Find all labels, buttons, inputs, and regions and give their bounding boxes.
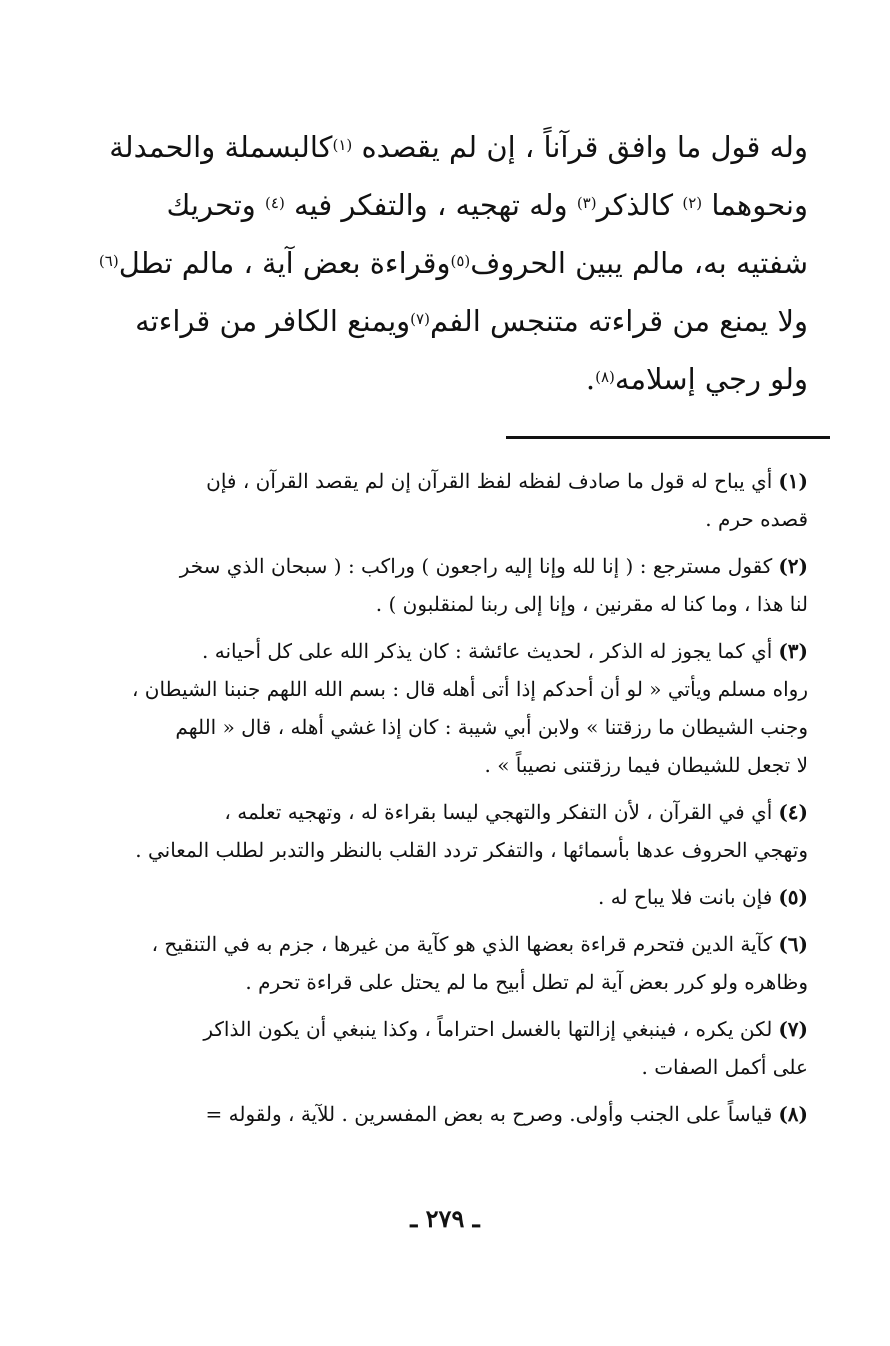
main-line <box>78 176 808 234</box>
footnote-line <box>76 632 808 670</box>
text-segment: وله تهجيه ، والتفكر فيه <box>284 188 577 222</box>
footnote-line: وظاهره ولو كرر بعض آية لم تطل أبيح ما لم يحتل على قراءة تحرم . <box>245 970 808 994</box>
footnote-number: (٦) <box>778 932 808 956</box>
footnote-5 <box>76 878 808 916</box>
main-line <box>78 234 808 292</box>
footnote-line: وتهجي الحروف عدها بأسمائها ، والتفكر تردد القلب بالنظر والتدبر لطلب المعاني . <box>135 838 808 862</box>
footnote-line <box>76 878 808 916</box>
footnote-8 <box>76 1095 808 1133</box>
footnote-ref[interactable]: (٥) <box>450 252 471 270</box>
text-segment: شفتيه به، مالم يبين الحروف <box>470 246 808 280</box>
footnote-ref[interactable]: (٨) <box>595 368 615 386</box>
footnote-1 <box>76 462 808 538</box>
footnote-7 <box>76 1010 808 1086</box>
footnotes-section <box>76 462 808 1142</box>
text-segment: وتحريك <box>166 188 266 222</box>
footnote-line: رواه مسلم ويأتي « لو أن أحدكم إذا أتى أهله قال : بسم الله اللهم جنبنا الشيطان ، <box>131 677 808 701</box>
text-segment: ويمنع الكافر من قراءته <box>135 304 411 338</box>
main-line <box>78 118 808 176</box>
footnote-ref[interactable]: (١) <box>332 136 353 154</box>
footnote-line <box>76 1095 808 1133</box>
footnote-line: وجنب الشيطان ما رزقتنا » ولابن أبي شيبة : كان إذا غشي أهله ، قال « اللهم <box>175 715 808 739</box>
footnote-separator <box>506 436 830 439</box>
footnote-line <box>76 462 808 500</box>
footnote-number: (٧) <box>778 1017 808 1041</box>
footnote-ref[interactable]: (٢) <box>682 194 703 212</box>
footnote-number: (٤) <box>778 800 808 824</box>
footnote-text: كآية الدين فتحرم قراءة بعضها الذي هو كآية من غيرها ، جزم به في التنقيح ، <box>151 932 773 956</box>
text-segment: ولو رجي إسلامه <box>614 362 808 396</box>
footnote-text: أي يباح له قول ما صادف لفظه لفظ القرآن إن لم يقصد القرآن ، فإن <box>206 469 773 493</box>
text-segment: كالبسملة والحمدلة <box>109 130 333 164</box>
footnote-text: فإن بانت فلا يباح له . <box>598 885 773 909</box>
text-segment: . <box>585 362 596 396</box>
footnote-line <box>76 1010 808 1048</box>
footnote-2 <box>76 547 808 623</box>
main-text <box>78 118 808 408</box>
text-segment: ونحوهما <box>702 188 808 222</box>
footnote-text: أي كما يجوز له الذكر ، لحديث عائشة : كان يذكر الله على كل أحيانه . <box>202 639 773 663</box>
footnote-ref[interactable]: (٤) <box>265 194 285 212</box>
footnote-6 <box>76 925 808 1001</box>
footnote-ref[interactable]: (٣) <box>576 194 597 212</box>
footnote-line <box>76 793 808 831</box>
footnote-number: (٣) <box>778 639 808 663</box>
footnote-line: لنا هذا ، وما كنا له مقرنين ، وإنا إلى ربنا لمنقلبون ) . <box>375 592 808 616</box>
footnote-text: أي في القرآن ، لأن التفكر والتهجي ليسا بقراءة له ، وتهجيه تعلمه ، <box>224 800 773 824</box>
footnote-ref[interactable]: (٦) <box>98 252 119 270</box>
footnote-number: (٨) <box>778 1102 808 1126</box>
text-segment: ولا يمنع من قراءته متنجس الفم <box>429 304 808 338</box>
page-number: ـ ٢٧٩ ـ <box>410 1204 480 1233</box>
main-line <box>78 350 808 408</box>
footnote-number: (١) <box>778 469 808 493</box>
footnote-line: قصده حرم . <box>705 507 808 531</box>
main-line <box>78 292 808 350</box>
footnote-line <box>76 925 808 963</box>
footnote-line <box>76 547 808 585</box>
footnote-text: لكن يكره ، فينبغي إزالتها بالغسل احتراماً ، وكذا ينبغي أن يكون الذاكر <box>203 1017 773 1041</box>
footnote-3 <box>76 632 808 784</box>
footnote-line: على أكمل الصفات . <box>641 1055 808 1079</box>
footnote-number: (٢) <box>778 554 808 578</box>
text-segment: وله قول ما وافق قرآناً ، إن لم يقصده <box>352 130 808 164</box>
footnote-4 <box>76 793 808 869</box>
text-segment: كالذكر <box>596 188 683 222</box>
footnote-line: لا تجعل للشيطان فيما رزقتنى نصيباً » . <box>484 753 808 777</box>
footnote-text: قياساً على الجنب وأولى. وصرح به بعض المفسرين . للآية ، ولقوله = <box>205 1102 773 1126</box>
footnote-text: كقول مسترجع : ( إنا لله وإنا إليه راجعون ) وراكب : ( سبحان الذي سخر <box>179 554 773 578</box>
text-segment: وقراءة بعض آية ، مالم تطل <box>118 246 451 280</box>
footnote-number: (٥) <box>778 885 808 909</box>
footnote-ref[interactable]: (٧) <box>410 310 430 328</box>
